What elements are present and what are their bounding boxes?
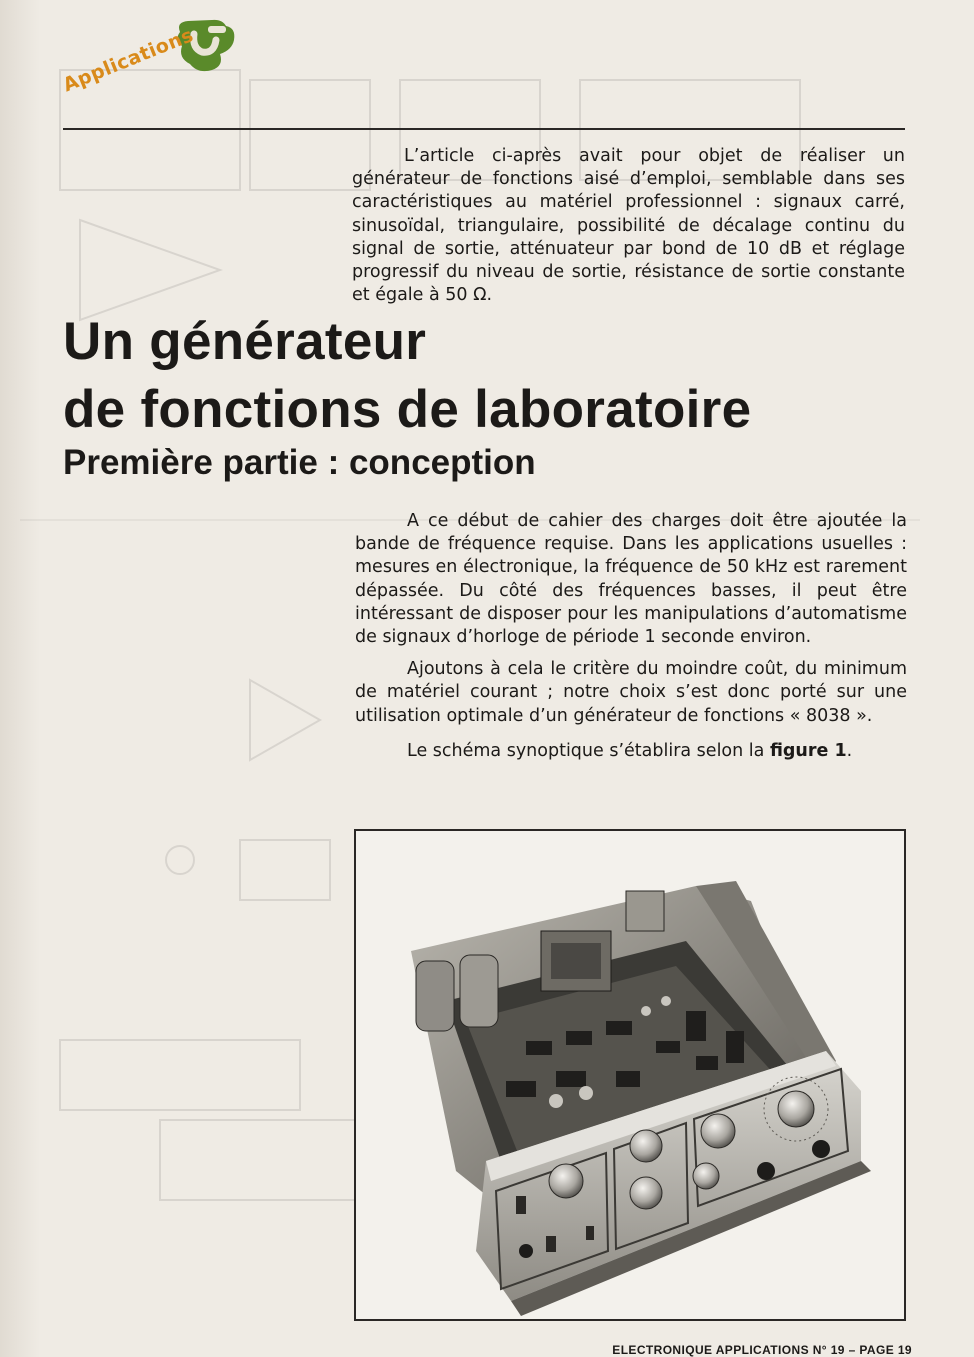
figure-reference: figure 1 <box>769 740 847 761</box>
body-paragraph-2: Ajoutons à cela le critère du moindre coût, du minimum de matériel courant ; notre choix s’est donc porté sur une utilisation optimale d’un générateur de fonctions « 8038 ». <box>355 659 907 726</box>
article-subtitle: Première partie : conception <box>63 443 536 482</box>
body-paragraph-1: A ce début de cahier des charges doit être ajoutée la bande de fréquence requise. Dans les applications usuelles : mesures en électronique, la fréquence de 50 kHz est rarement dépassée. Du côté des fréquences basses, il peut être intéressant de disposer pour les manipulations d’automatisme de signaux d’horloge de période 1 seconde environ. <box>355 511 907 648</box>
intro-paragraph: L’article ci-après avait pour objet de réaliser un générateur de fonctions aisé d’emploi, semblable dans ses caractéristiques au matériel professionnel : signaux carré, sinusoïdal, triangulaire, possibilité de décalage continu du signal de sortie, atténuateur par bond de 10 dB et réglage progressif du niveau de sortie, résistance de sortie constante et égale à 50 Ω. <box>352 146 905 306</box>
page-footer: ELECTRONIQUE APPLICATIONS N° 19 – PAGE 19 <box>612 1343 912 1357</box>
article-title-line-1: Un générateur <box>63 312 427 371</box>
body-paragraph-3-end: . <box>846 740 853 761</box>
function-generator-photo <box>356 831 904 1319</box>
body-paragraph-3 <box>355 740 907 763</box>
body-paragraph-3-text: Le schéma synoptique s’établira selon la <box>407 740 770 761</box>
applications-logo <box>60 14 260 114</box>
body-column <box>355 510 907 763</box>
article-title-line-2: de fonctions de laboratoire <box>63 380 752 439</box>
photo-frame <box>354 829 906 1321</box>
header-rule <box>63 128 905 130</box>
applications-logo-text: Applications <box>60 24 197 97</box>
